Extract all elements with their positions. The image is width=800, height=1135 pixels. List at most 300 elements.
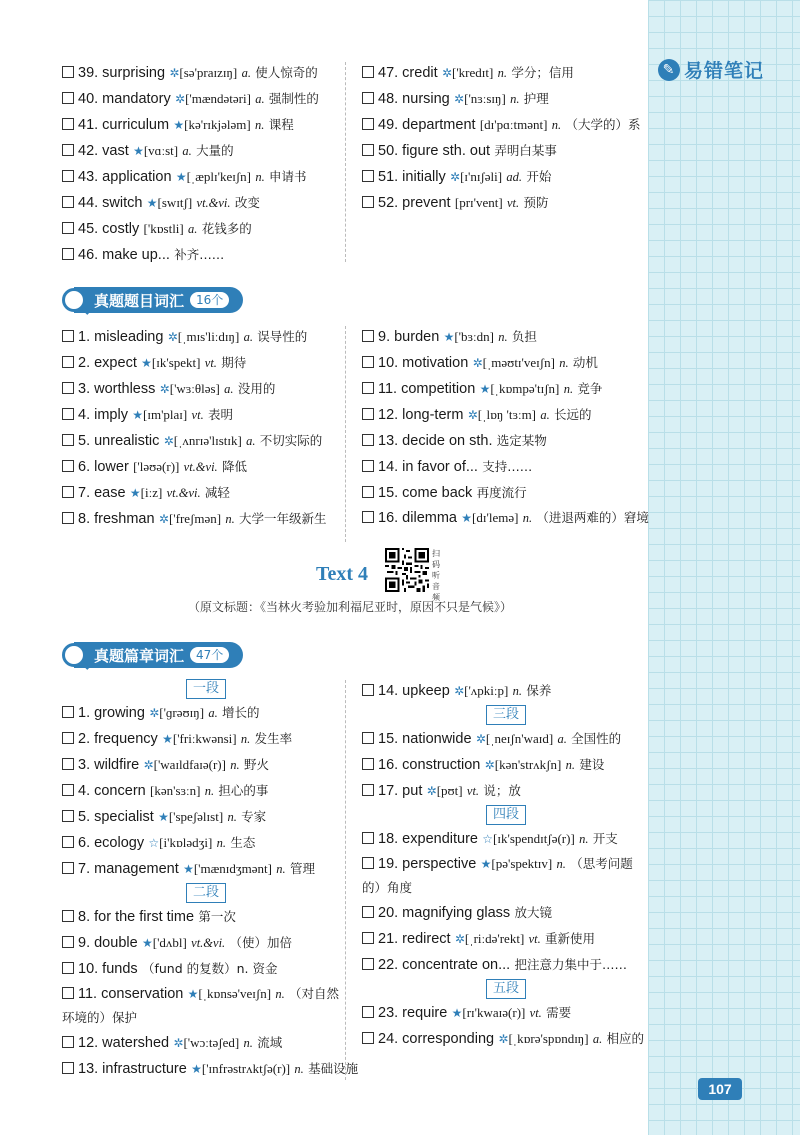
phonetic: ['kɒstli] (143, 221, 184, 236)
vocab-entry (62, 506, 350, 532)
phonetic: [kən'sɜːn] (150, 783, 201, 798)
checkbox[interactable] (62, 144, 74, 156)
part-of-speech: a. (557, 732, 567, 746)
vocab-word: 1. misleading (78, 329, 164, 345)
checkbox[interactable] (62, 910, 74, 922)
vocab-word: 13. decide on sth. (378, 433, 493, 449)
checkbox[interactable] (62, 434, 74, 446)
phonetic: [pʊt] (436, 783, 463, 798)
checkbox[interactable] (362, 460, 374, 472)
word-group (62, 904, 359, 1082)
vocab-entry (62, 700, 350, 726)
frequency-mark-icon: ✲ (484, 758, 495, 772)
checkbox[interactable] (62, 408, 74, 420)
checkbox[interactable] (362, 66, 374, 78)
vocab-word: 9. burden (378, 329, 440, 345)
vocab-word: 7. ease (78, 485, 126, 501)
checkbox[interactable] (362, 408, 374, 420)
banner-title: 真题题目词汇 (94, 291, 185, 310)
vocab-entry (362, 1000, 650, 1026)
checkbox[interactable] (362, 330, 374, 342)
phonetic: ['wɜːθləs] (169, 381, 220, 396)
vocab-word: 43. application (78, 169, 172, 185)
frequency-mark-icon: ✲ (173, 1036, 184, 1050)
phonetic: ['speʃəlɪst] (168, 809, 224, 824)
chinese-meaning: （思考问题的）角度 (362, 856, 633, 895)
phonetic: [ˌməʊtɪ'veɪʃn] (482, 355, 555, 370)
banner-count: 16个 (190, 292, 229, 308)
phonetic: [ˌmɪs'liːdɪŋ] (177, 329, 240, 344)
phonetic: ['ləʊə(r)] (133, 459, 180, 474)
part-of-speech: n. (216, 836, 227, 850)
vocab-word: 8. for the first time (78, 909, 195, 925)
phonetic: ['mændətəri] (185, 91, 251, 106)
checkbox[interactable] (362, 382, 374, 394)
part-of-speech: n. (498, 330, 508, 344)
word-group (362, 826, 650, 978)
banner-bar (74, 287, 243, 313)
vocab-word: 16. construction (378, 757, 481, 773)
frequency-mark-icon: ✲ (143, 758, 154, 772)
checkbox[interactable] (362, 758, 374, 770)
vocab-entry (362, 402, 650, 428)
vocab-entry (362, 1026, 650, 1052)
frequency-mark-icon: ✲ (441, 66, 453, 80)
vocab-word: 47. credit (378, 65, 438, 81)
frequency-mark-icon: ✲ (450, 170, 461, 184)
checkbox[interactable] (62, 810, 74, 822)
vocab-word: 16. dilemma (378, 510, 457, 526)
phonetic: [rɪ'kwaɪə(r)] (462, 1005, 526, 1020)
phonetic: ['waɪldfaɪə(r)] (153, 757, 226, 772)
vocab-entry (362, 952, 650, 978)
checkbox[interactable] (362, 684, 374, 696)
phonetic: ['freʃmən] (168, 511, 222, 526)
checkbox[interactable] (362, 906, 374, 918)
vocab-entry (62, 752, 350, 778)
chinese-meaning: 选定某物 (496, 433, 547, 448)
frequency-mark-icon: ★ (162, 732, 173, 746)
phonetic: ['nɜːsɪŋ] (464, 91, 506, 106)
vocab-word: 12. long-term (378, 407, 464, 423)
chinese-meaning: 护理 (523, 91, 549, 106)
phonetic: ['dʌbl] (152, 935, 187, 950)
vocab-entry (62, 830, 350, 856)
checkbox[interactable] (62, 460, 74, 472)
part-of-speech: n. (294, 1062, 304, 1076)
paragraph-label: 一段 (62, 678, 350, 700)
checkbox[interactable] (362, 356, 374, 368)
vocab-word: 3. worthless (78, 381, 156, 397)
chinese-meaning: 不切实际的 (259, 433, 323, 448)
banner-title: 真题篇章词汇 (94, 646, 185, 665)
frequency-mark-icon: ★ (158, 810, 169, 824)
part-of-speech: vt. (528, 932, 541, 946)
vocab-entry (62, 904, 350, 930)
chinese-meaning: （使）加倍 (229, 935, 292, 950)
vocab-entry (62, 726, 350, 752)
chinese-meaning: 补齐…… (174, 247, 225, 262)
phonetic: [iːz] (140, 485, 163, 500)
vocab-word: 24. corresponding (378, 1031, 495, 1047)
magnifier-icon (62, 643, 86, 667)
vocab-entry (362, 506, 650, 530)
column-divider (345, 326, 346, 542)
chinese-meaning: 再度流行 (476, 485, 527, 500)
checkbox[interactable] (62, 962, 74, 974)
frequency-mark-icon: ★ (187, 987, 199, 1001)
vocab-entry (362, 164, 650, 190)
frequency-mark-icon: ★ (173, 118, 185, 132)
vocab-word: 15. nationwide (378, 731, 472, 747)
checkbox[interactable] (362, 784, 374, 796)
chinese-meaning: （对自然环境的）保护 (62, 986, 340, 1025)
vocab-word: 41. curriculum (78, 117, 170, 133)
vocab-word: 5. specialist (78, 809, 154, 825)
part-of-speech: a. (243, 330, 253, 344)
checkbox[interactable] (362, 196, 374, 208)
frequency-mark-icon: ✲ (175, 92, 186, 106)
phonetic: ['mænɪdʒmənt] (193, 861, 272, 876)
checkbox[interactable] (62, 987, 74, 999)
vocab-entry (362, 852, 650, 900)
vocab-col-sec3-left (62, 678, 359, 1082)
qr-code-icon[interactable] (385, 548, 429, 592)
vocab-col-sec1-right (362, 60, 650, 216)
checkbox[interactable] (62, 706, 74, 718)
vocab-word: 23. require (378, 1005, 448, 1021)
frequency-mark-icon: ✲ (454, 684, 465, 698)
vocab-word: 13. infrastructure (78, 1061, 187, 1077)
phonetic: [ˌlɒŋ 'tɜːm] (477, 407, 537, 422)
phonetic: [prɪ'vent] (454, 195, 503, 210)
chinese-meaning: 把注意力集中于…… (514, 957, 628, 972)
checkbox[interactable] (362, 1032, 374, 1044)
paragraph-label: 二段 (62, 882, 350, 904)
vocab-entry (62, 1056, 359, 1082)
vocab-word: 17. put (378, 783, 423, 799)
frequency-mark-icon: ★ (141, 936, 153, 950)
phonetic: ['friːkwənsi] (172, 731, 237, 746)
vocab-word: 10. motivation (378, 355, 469, 371)
part-of-speech: n. (240, 732, 251, 746)
phonetic: [ˌʌnrɪə'lɪstɪk] (173, 433, 242, 448)
frequency-mark-icon: ★ (175, 170, 187, 184)
vocab-entry (362, 678, 650, 704)
phonetic: [ˌriːdə'rekt] (464, 931, 525, 946)
chinese-meaning: 支持…… (482, 459, 533, 474)
checkbox[interactable] (362, 92, 374, 104)
paragraph-label: 四段 (362, 804, 650, 826)
frequency-mark-icon: ✲ (472, 356, 483, 370)
column-divider (345, 62, 346, 262)
chinese-meaning: 课程 (268, 117, 294, 132)
frequency-mark-icon: ★ (141, 356, 152, 370)
vocab-entry (62, 190, 350, 216)
vocab-word: 2. expect (78, 355, 137, 371)
part-of-speech: n. (230, 758, 240, 772)
vocab-word: 11. conservation (78, 986, 184, 1002)
vocab-entry (62, 242, 350, 268)
phonetic: ['wɔːtəʃed] (183, 1035, 240, 1050)
frequency-mark-icon: ★ (480, 857, 492, 871)
part-of-speech: a. (592, 1032, 603, 1046)
chinese-meaning: 开始 (526, 169, 552, 184)
vocab-entry (62, 402, 350, 428)
checkbox[interactable] (62, 248, 74, 260)
vocab-entry (62, 778, 350, 804)
checkbox[interactable] (62, 836, 74, 848)
phonetic: [dɪ'pɑːtmənt] (479, 117, 548, 132)
vocab-word: 19. perspective (378, 856, 477, 872)
chinese-meaning: 野火 (243, 757, 269, 772)
phonetic: ['ɪnfrəstrʌktʃə(r)] (201, 1061, 291, 1076)
text-heading: Text 4 (316, 563, 369, 585)
vocab-entry (62, 804, 350, 830)
chinese-meaning: 专家 (241, 809, 267, 824)
checkbox[interactable] (62, 1062, 74, 1074)
checkbox[interactable] (362, 118, 374, 130)
vocab-entry (62, 982, 350, 1030)
checkbox[interactable] (362, 857, 374, 869)
frequency-mark-icon: ★ (479, 382, 491, 396)
checkbox[interactable] (62, 936, 74, 948)
frequency-mark-icon: ★ (146, 196, 158, 210)
vocab-entry (62, 428, 350, 454)
vocab-entry (362, 60, 650, 86)
phonetic: ['ʌpkiːp] (464, 683, 509, 698)
chinese-meaning: 保养 (526, 683, 552, 698)
checkbox[interactable] (62, 512, 74, 524)
chinese-meaning: 发生率 (254, 731, 293, 746)
checkbox[interactable] (362, 511, 374, 523)
frequency-mark-icon: ✲ (159, 382, 170, 396)
vocab-word: 15. come back (378, 485, 473, 501)
chinese-meaning: 竞争 (577, 381, 603, 396)
vocab-word: 49. department (378, 117, 476, 133)
side-logo-text: 易错笔记 (684, 60, 765, 82)
checkbox[interactable] (62, 486, 74, 498)
chinese-meaning: 降低 (221, 459, 247, 474)
chinese-meaning: 动机 (572, 355, 598, 370)
vocab-word: 4. imply (78, 407, 128, 423)
vocab-entry (62, 930, 350, 956)
part-of-speech: a. (246, 434, 256, 448)
part-of-speech: vt. (529, 1006, 542, 1020)
chinese-meaning: 增长的 (222, 705, 260, 720)
vocab-word: 20. magnifying glass (378, 905, 511, 921)
chinese-meaning: （fund 的复数）n. 资金 (141, 961, 278, 976)
vocab-word: 8. freshman (78, 511, 155, 527)
vocab-entry (362, 454, 650, 480)
phonetic: [swɪtʃ] (157, 195, 193, 210)
phonetic: [ɪk'spendɪtʃə(r)] (493, 831, 575, 846)
phonetic: [ɪm'plaɪ] (143, 407, 188, 422)
part-of-speech: n. (559, 356, 569, 370)
column-divider (345, 680, 346, 1080)
part-of-speech: vt. (506, 196, 520, 210)
chinese-meaning: 担心的事 (218, 783, 269, 798)
vocab-word: 51. initially (378, 169, 446, 185)
qr-caption: 扫码听音频 (432, 549, 440, 602)
phonetic: [pə'spektɪv] (491, 856, 553, 871)
part-of-speech: vt. (204, 356, 217, 370)
word-group (362, 726, 650, 804)
vocab-word: 9. double (78, 935, 138, 951)
vocab-col-sec3-right (362, 678, 650, 1052)
phonetic: [ˌkɒnsə'veɪʃn] (198, 986, 272, 1001)
checkbox[interactable] (62, 758, 74, 770)
chinese-meaning: 预防 (523, 195, 549, 210)
part-of-speech: n. (225, 512, 235, 526)
chinese-meaning: 重新使用 (545, 931, 596, 946)
chinese-meaning: 改变 (234, 195, 260, 210)
vocab-entry (62, 138, 350, 164)
checkbox[interactable] (62, 222, 74, 234)
part-of-speech: n. (275, 987, 285, 1001)
checkbox[interactable] (362, 1006, 374, 1018)
vocab-entry (362, 376, 650, 402)
chinese-meaning: 长远的 (553, 407, 592, 422)
vocab-entry (362, 324, 650, 350)
vocab-entry (62, 480, 350, 506)
vocab-entry (362, 752, 650, 778)
chinese-meaning: 没用的 (237, 381, 276, 396)
phonetic: [i'kɒlədʒi] (159, 835, 213, 850)
phonetic: [ˌneɪʃn'waɪd] (485, 731, 554, 746)
part-of-speech: n. (276, 862, 286, 876)
checkbox[interactable] (62, 732, 74, 744)
frequency-mark-icon: ✲ (475, 732, 486, 746)
chinese-meaning: 开支 (592, 831, 618, 846)
part-of-speech: n. (227, 810, 237, 824)
vocab-entry (362, 112, 650, 138)
vocab-word: 46. make up... (78, 247, 170, 263)
chinese-meaning: 相应的 (606, 1031, 645, 1046)
vocab-col-sec1-left (62, 60, 350, 268)
magnifier-icon (62, 288, 86, 312)
part-of-speech: a. (208, 706, 218, 720)
chinese-meaning: 说；放 (483, 783, 521, 798)
phonetic: [dɪ'lemə] (472, 510, 519, 525)
chinese-meaning: 花钱多的 (201, 221, 252, 236)
frequency-mark-icon: ✲ (426, 784, 437, 798)
vocab-word: 6. lower (78, 459, 129, 475)
part-of-speech: n. (579, 832, 589, 846)
vocab-entry (62, 112, 350, 138)
checkbox[interactable] (62, 196, 74, 208)
vocab-entry (362, 826, 650, 852)
checkbox[interactable] (362, 958, 374, 970)
chinese-meaning: 流域 (257, 1035, 283, 1050)
vocab-word: 42. vast (78, 143, 129, 159)
vocab-entry (362, 900, 650, 926)
vocab-entry (362, 350, 650, 376)
part-of-speech: vt.&vi. (183, 460, 218, 474)
original-title-note: （原文标题：《当林火考验加利福尼亚时，原因不只是气候》） (187, 600, 512, 614)
phonetic: [ˌæplɪ'keɪʃn] (186, 169, 252, 184)
checkbox[interactable] (62, 862, 74, 874)
part-of-speech: n. (243, 1036, 253, 1050)
frequency-mark-icon: ✲ (467, 408, 478, 422)
frequency-mark-icon: ☆ (148, 836, 160, 850)
vocab-entry (362, 726, 650, 752)
checkbox[interactable] (62, 170, 74, 182)
vocab-word: 52. prevent (378, 195, 451, 211)
vocab-entry (62, 1030, 350, 1056)
vocab-entry (362, 86, 650, 112)
checkbox[interactable] (62, 784, 74, 796)
checkbox[interactable] (62, 66, 74, 78)
vocab-entry (362, 428, 650, 454)
checkbox[interactable] (362, 732, 374, 744)
part-of-speech: n. (512, 684, 523, 698)
chinese-meaning: 误导性的 (257, 329, 308, 344)
vocab-entry (362, 926, 650, 952)
chinese-meaning: （进退两难的）窘境 (536, 510, 649, 525)
checkbox[interactable] (362, 170, 374, 182)
phonetic: [sə'praɪzɪŋ] (179, 65, 238, 80)
part-of-speech: n. (255, 118, 265, 132)
checkbox[interactable] (362, 434, 374, 446)
vocab-word: 6. ecology (78, 835, 145, 851)
vocab-word: 14. in favor of... (378, 459, 478, 475)
frequency-mark-icon: ★ (191, 1062, 202, 1076)
vocab-entry (62, 956, 350, 982)
part-of-speech: a. (182, 144, 192, 158)
vocab-entry (62, 324, 350, 350)
checkbox[interactable] (362, 144, 374, 156)
frequency-mark-icon: ★ (129, 486, 141, 500)
vocab-word: 5. unrealistic (78, 433, 160, 449)
frequency-mark-icon: ★ (461, 511, 473, 525)
phonetic: [kən'strʌkʃn] (494, 757, 562, 772)
paragraph-label: 五段 (362, 978, 650, 1000)
vocab-col-sec2-left (62, 324, 350, 532)
part-of-speech: a. (188, 222, 198, 236)
checkbox[interactable] (362, 832, 374, 844)
chinese-meaning: 第一次 (198, 909, 236, 924)
grid-margin-decoration (648, 0, 800, 1135)
vocab-entry (362, 480, 650, 506)
checkbox[interactable] (62, 356, 74, 368)
checkbox[interactable] (62, 330, 74, 342)
frequency-mark-icon: ✲ (454, 92, 465, 106)
checkbox[interactable] (362, 486, 374, 498)
chinese-meaning: 生态 (230, 835, 256, 850)
part-of-speech: n. (522, 511, 533, 525)
checkbox[interactable] (62, 92, 74, 104)
part-of-speech: a. (255, 92, 265, 106)
part-of-speech: n. (556, 857, 566, 871)
checkbox[interactable] (62, 118, 74, 130)
vocab-word: 22. concentrate on... (378, 957, 511, 973)
part-of-speech: vt.&vi. (166, 486, 201, 500)
vocab-entry (362, 190, 650, 216)
vocab-word: 40. mandatory (78, 91, 171, 107)
phonetic: [ˌkɒmpə'tɪʃn] (490, 381, 560, 396)
checkbox[interactable] (362, 932, 374, 944)
frequency-mark-icon: ✲ (158, 512, 169, 526)
part-of-speech: n. (510, 92, 520, 106)
checkbox[interactable] (62, 382, 74, 394)
vocab-word: 4. concern (78, 783, 146, 799)
chinese-meaning: 基础设施 (308, 1061, 359, 1076)
checkbox[interactable] (62, 1036, 74, 1048)
frequency-mark-icon: ✲ (167, 330, 178, 344)
part-of-speech: a. (241, 66, 251, 80)
part-of-speech: n. (565, 758, 576, 772)
